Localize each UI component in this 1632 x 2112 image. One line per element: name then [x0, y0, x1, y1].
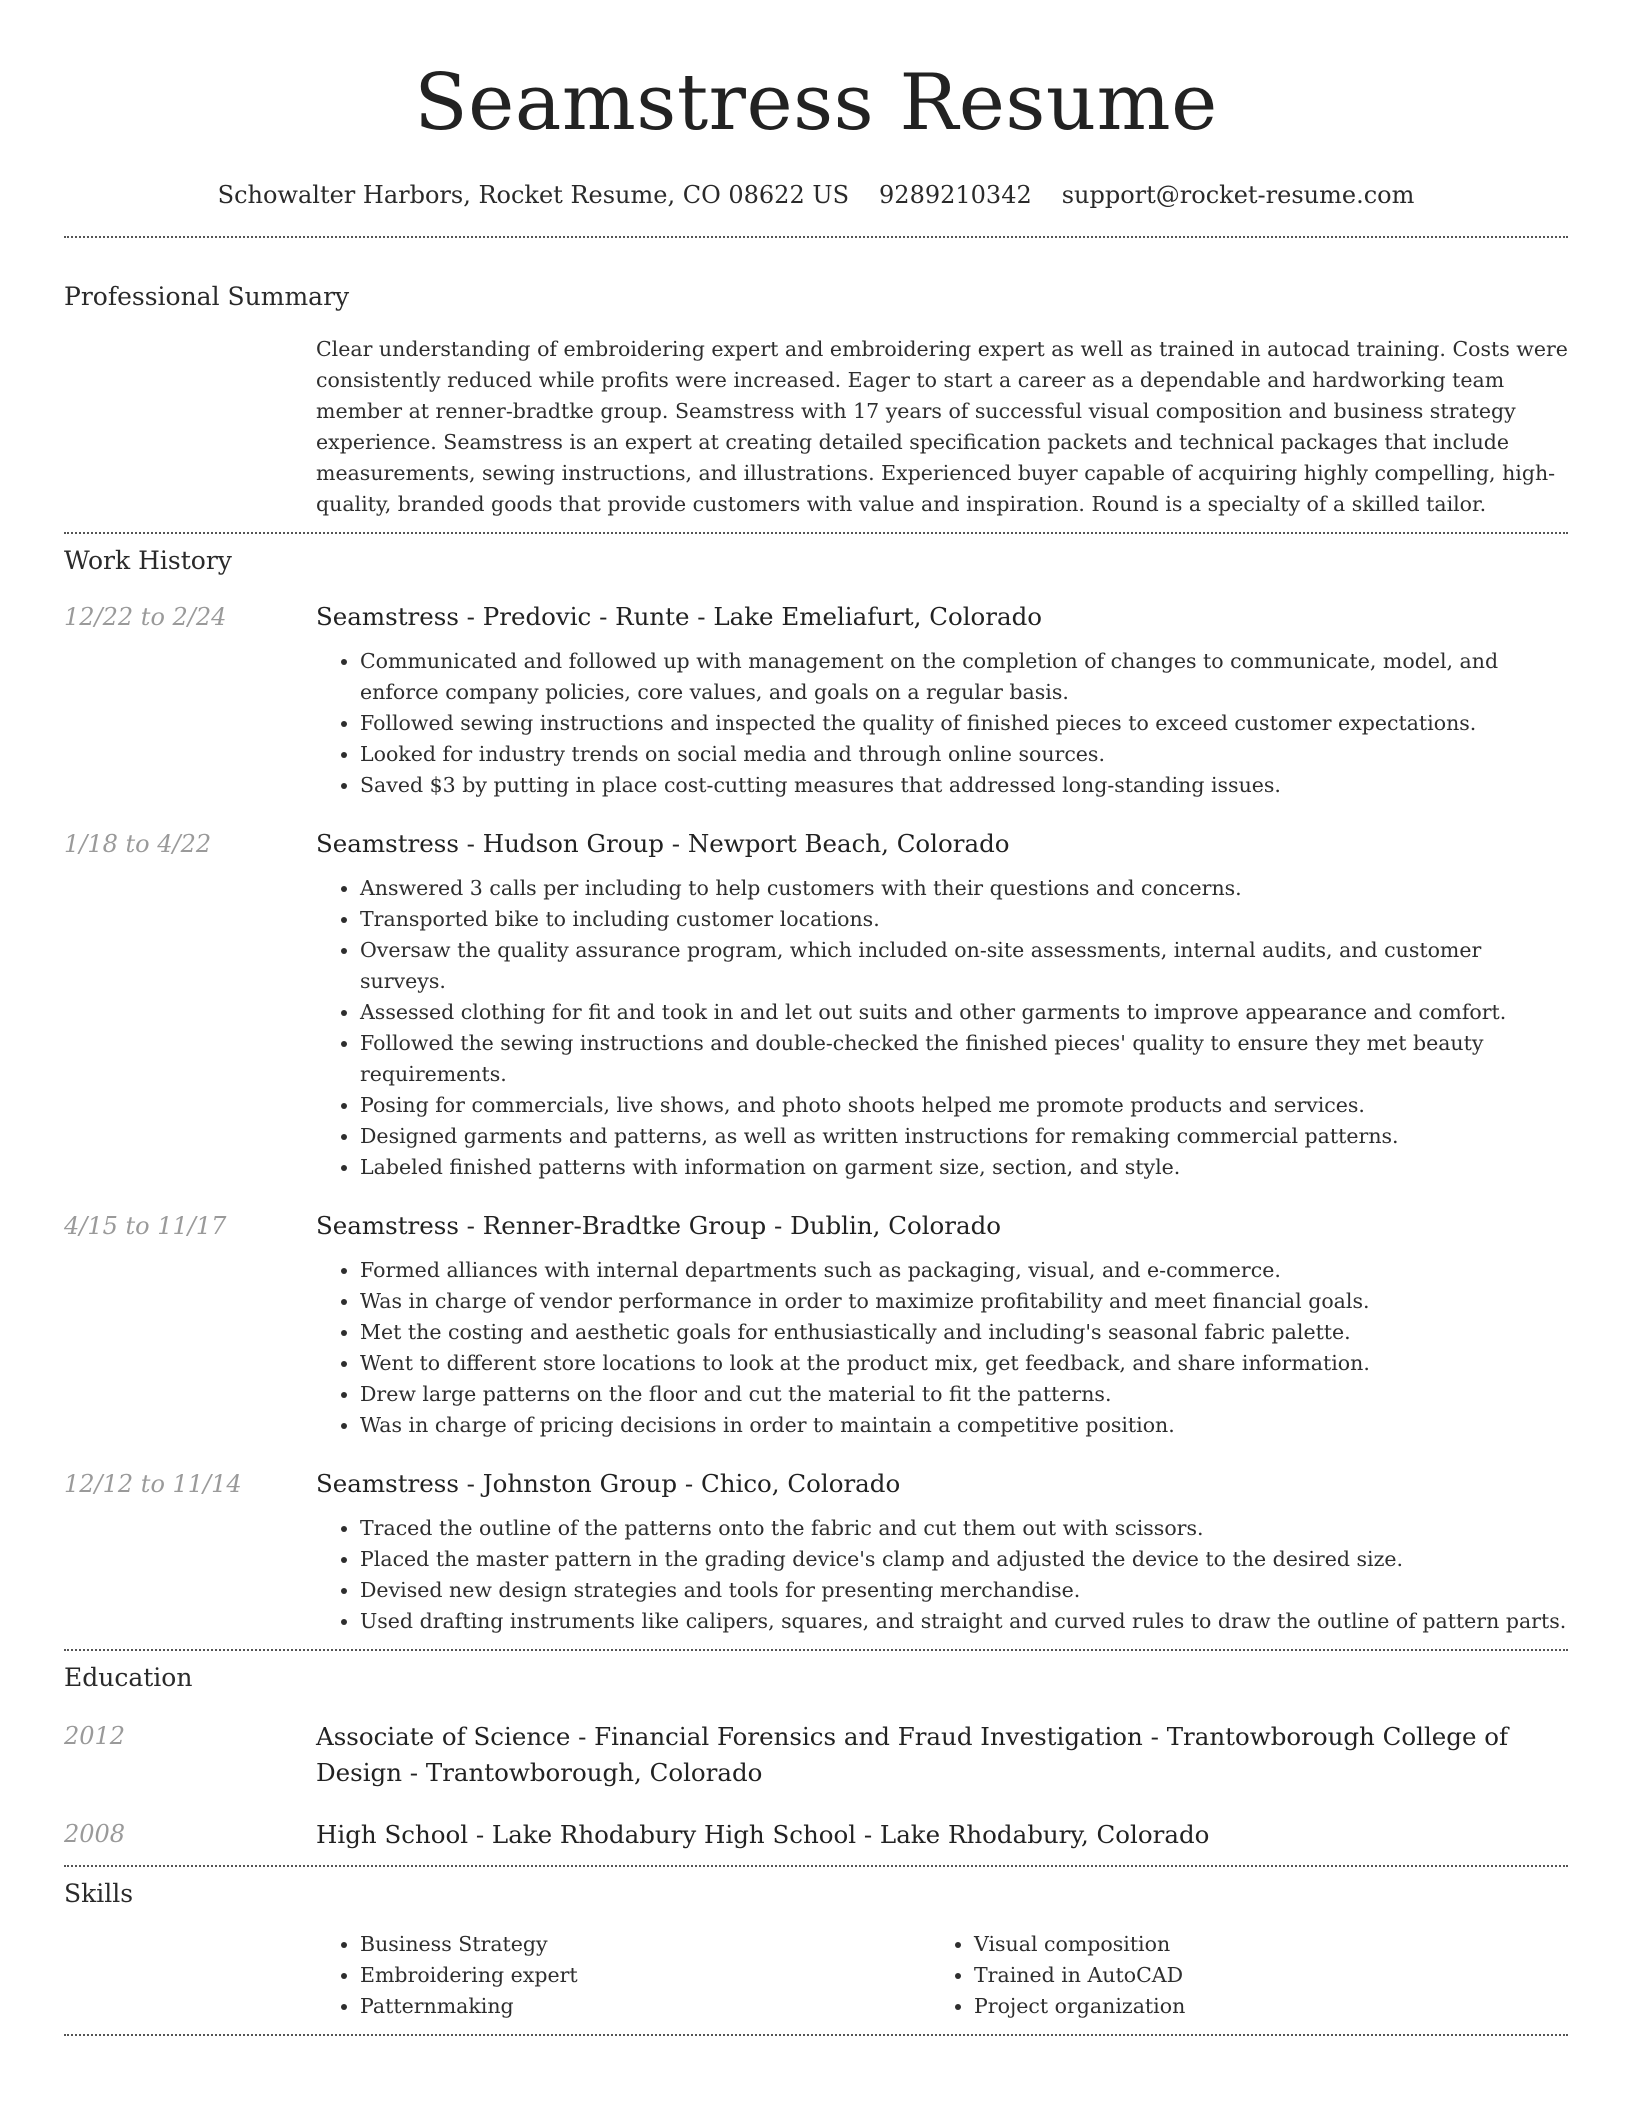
list-item: • Placed the master pattern in the grading device's clamp and adjusted the device to the desired size. [360, 1544, 1568, 1575]
job-bullets [316, 873, 1568, 1183]
list-item: • Used drafting instruments like calipers, squares, and straight and curved rules to draw the outline of pattern parts. [360, 1606, 1568, 1637]
job-dates: 12/22 to 2/24 [64, 603, 227, 631]
list-item: • Was in charge of pricing decisions in order to maintain a competitive position. [360, 1410, 1568, 1441]
list-item: • Was in charge of vendor performance in order to maximize profitability and meet financial goals. [360, 1286, 1568, 1317]
education-degree: Associate of Science - Financial Forensics and Fraud Investigation - Trantowborough College of Design - Trantowborough, Colorado [316, 1722, 1509, 1787]
list-item: • Business Strategy [360, 1929, 930, 1960]
resume-title: Seamstress Resume [414, 58, 1218, 148]
list-item: • Went to different store locations to look at the product mix, get feedback, and share information. [360, 1348, 1568, 1379]
job-entry [64, 1467, 1568, 1649]
job-title: Seamstress - Predovic - Runte - Lake Emeliafurt, Colorado [316, 602, 1043, 631]
divider [64, 1649, 1568, 1651]
list-item: • Answered 3 calls per including to help customers with their questions and concerns. [360, 873, 1568, 904]
skills-list [316, 1929, 1568, 2022]
education-year: 2008 [64, 1820, 126, 1848]
skills-column-right [930, 1929, 1544, 2022]
section-title-summary: Professional Summary [64, 282, 350, 311]
job-entry [64, 600, 1568, 801]
job-bullets [316, 1255, 1568, 1441]
list-item: • Embroidering expert [360, 1960, 930, 1991]
job-dates: 12/12 to 11/14 [64, 1470, 242, 1498]
list-item: • Oversaw the quality assurance program, which included on-site assessments, internal audits, and customer surveys. [360, 935, 1568, 997]
list-item: • Looked for industry trends on social media and through online sources. [360, 739, 1568, 770]
list-item: • Saved $3 by putting in place cost-cutting measures that addressed long-standing issues. [360, 770, 1568, 801]
section-title-skills: Skills [64, 1879, 134, 1908]
address-text: Schowalter Harbors, Rocket Resume, CO 08622 US [217, 181, 850, 209]
phone-text: 9289210342 [879, 181, 1032, 209]
list-item: • Transported bike to including customer locations. [360, 904, 1568, 935]
job-body [316, 1467, 1568, 1649]
job-body [316, 600, 1568, 801]
divider [64, 1865, 1568, 1867]
job-title: Seamstress - Johnston Group - Chico, Colorado [316, 1469, 901, 1498]
job-title: Seamstress - Renner-Bradtke Group - Dublin, Colorado [316, 1211, 1002, 1240]
job-bullets [316, 646, 1568, 801]
list-item: • Devised new design strategies and tools for presenting merchandise. [360, 1575, 1568, 1606]
list-item: • Visual composition [974, 1929, 1544, 1960]
email-text: support@rocket-resume.com [1061, 181, 1415, 209]
education-entry [64, 1817, 1568, 1853]
contact-line [64, 178, 1568, 212]
section-title-education: Education [64, 1663, 193, 1692]
skills-column-left [316, 1929, 930, 2022]
job-body [316, 827, 1568, 1183]
section-title-work-history: Work History [64, 546, 232, 575]
list-item: • Formed alliances with internal departments such as packaging, visual, and e-commerce. [360, 1255, 1568, 1286]
divider [64, 2034, 1568, 2036]
job-bullets [316, 1513, 1568, 1637]
job-entry [64, 1209, 1568, 1441]
job-entry [64, 827, 1568, 1183]
education-entry [64, 1719, 1568, 1791]
education-year: 2012 [64, 1722, 126, 1750]
list-item: • Designed garments and patterns, as well as written instructions for remaking commercial patterns. [360, 1121, 1568, 1152]
job-body [316, 1209, 1568, 1441]
list-item: • Traced the outline of the patterns onto the fabric and cut them out with scissors. [360, 1513, 1568, 1544]
list-item: • Patternmaking [360, 1991, 930, 2022]
list-item: • Drew large patterns on the floor and cut the material to fit the patterns. [360, 1379, 1568, 1410]
divider [64, 236, 1568, 238]
job-title: Seamstress - Hudson Group - Newport Beach, Colorado [316, 829, 1010, 858]
education-degree: High School - Lake Rhodabury High School - Lake Rhodabury, Colorado [316, 1820, 1210, 1849]
list-item: • Communicated and followed up with management on the completion of changes to communicate, model, and enforce company policies, core values, and goals on a regular basis. [360, 646, 1568, 708]
job-dates: 4/15 to 11/17 [64, 1212, 227, 1240]
list-item: • Followed the sewing instructions and double-checked the finished pieces' quality to ensure they met beauty requirements. [360, 1028, 1568, 1090]
list-item: • Followed sewing instructions and inspected the quality of finished pieces to exceed customer expectations. [360, 708, 1568, 739]
divider [64, 532, 1568, 534]
list-item: • Project organization [974, 1991, 1544, 2022]
job-dates: 1/18 to 4/22 [64, 830, 212, 858]
list-item: • Posing for commercials, live shows, and photo shoots helped me promote products and services. [360, 1090, 1568, 1121]
list-item: • Labeled finished patterns with information on garment size, section, and style. [360, 1152, 1568, 1183]
summary-text: Clear understanding of embroidering expert and embroidering expert as well as trained in autocad training. Costs were consistently reduced while profits were increased. Eager to start a career as a dependable and hardworking team member at renner-bradtke group. Seamstress with 17 years of successful visual composition and business strategy experience. Seamstress is an expert at creating detailed specification packets and technical packages that include measurements, sewing instructions, and illustrations. Experienced buyer capable of acquiring highly compelling, high-quality, branded goods that provide customers with value and inspiration. Round is a specialty of a skilled tailor. [316, 337, 1568, 516]
list-item: • Met the costing and aesthetic goals for enthusiastically and including's seasonal fabric palette. [360, 1317, 1568, 1348]
list-item: • Assessed clothing for fit and took in and let out suits and other garments to improve appearance and comfort. [360, 997, 1568, 1028]
list-item: • Trained in AutoCAD [974, 1960, 1544, 1991]
